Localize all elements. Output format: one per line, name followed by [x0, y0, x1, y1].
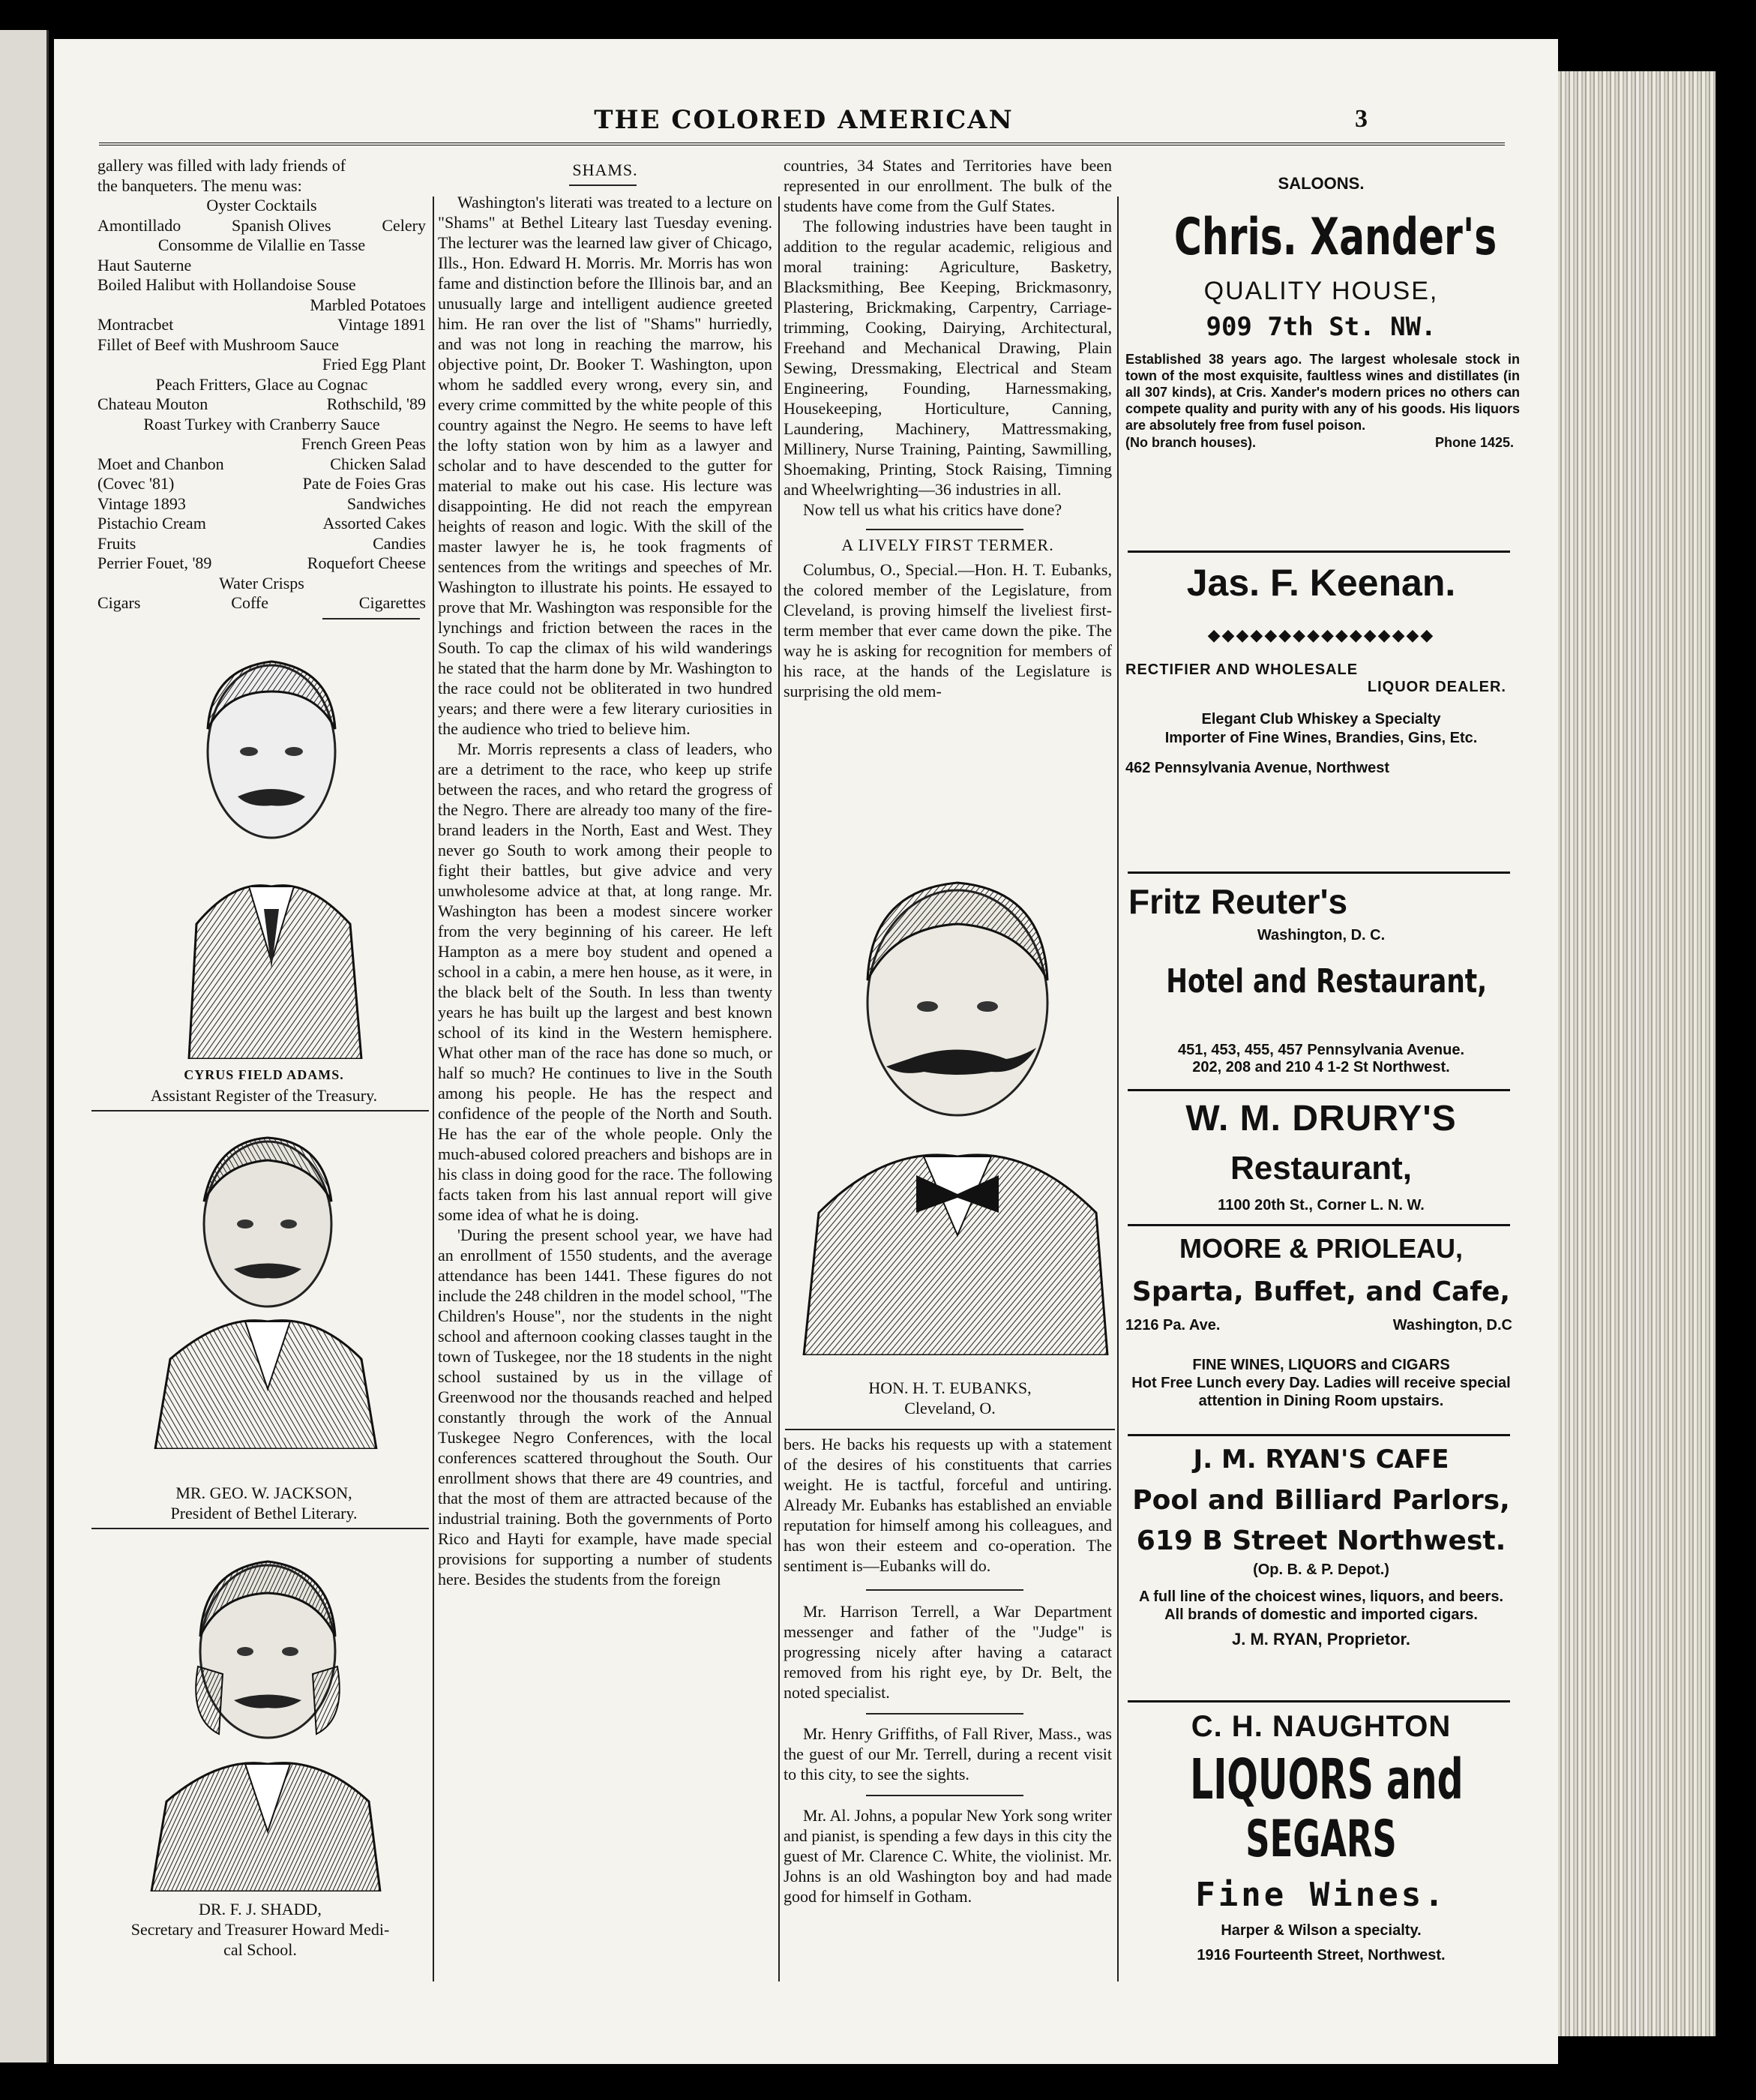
section-rule [866, 1795, 1023, 1796]
menu-item [97, 494, 426, 514]
portrait-name: MR. GEO. W. JACKSON, [175, 1484, 352, 1502]
portrait-caption [106, 1065, 421, 1106]
menu-item [97, 593, 426, 614]
ad-title: C. H. NAUGHTON [1191, 1710, 1452, 1743]
menu-item-text: Fruits [97, 533, 136, 553]
portrait-f-j-shadd [136, 1539, 391, 1892]
article-paragraph: Columbus, O., Special.—Hon. H. T. Eubanks, the colored member of the Legislature, from Cleveland, is proving himself the liveliest first-term member that ever came down the pike. The way he is asking for recognition for members of his race, at the hands of the Legislature is surprising the old mem- [784, 560, 1112, 700]
menu-item-text: Candies [373, 533, 426, 553]
news-item-johns: Mr. Al. Johns, a popular New York song writer and pianist, is spending a few days in this city the guest of Mr. Clarence C. White, the violinist. Mr. Johns is an old Washington boy and had made good for himself in Gotham. [784, 1806, 1112, 1906]
ad-address: 1216 Pa. Ave. [1125, 1317, 1221, 1334]
ad-line: QUALITY HOUSE, [1203, 277, 1439, 305]
article-paragraph: The following industries have been taught in addition to the regular academic, religious and moral training: Agriculture, Basketry, Blacksmithing, Bee Keeping, Brickmasonry, Plastering, Brickmaking, Carpentry, Carriage-trimming, Cooking, Dairying, Architectural, Freehand and Mechanical Drawing, Plain Sewing, Dressmaking, Electrical and Steam Engineering, Founding, Harnessmaking, Housekeeping, Horticulture, Canning, Laundering, Machinery, Mattressmaking, Millinery, Nurse Training, Painting, Sawmilling, Shoemaking, Printing, Stock Raising, Timning and Wheelwrighting—36 industries in all. [784, 217, 1112, 499]
article-paragraph: Mr. Morris represents a class of leaders, who are a detriment to the race, who keep up strife between the races, and who retard the grogress of the Negro. There are already too many of the fire-brand leaders in the North, East and West. They never go South to work among their people to fight their battles, but give advice and very unwholesome advice at that, at long range. Mr. Washington has been a modest sincere worker from the very beginning of his career. He left Hampton as a mere boy student and opened a school in a cabin, a mere hen house, as it were, in the black belt of the South. In less than twenty years he has built up the largest and best known school of its kind in the Western hemisphere. What other man of the race has done so much, or half so much? He continues to live in the South among his people. He has the respect and confidence of the people of the North and South. He has the ear of the whole people. Only the much-abused colored preachers and bishops are in his class in doing good for the race. The following facts taken from his last annual report will give some idea of what he is doing. [438, 740, 772, 1224]
menu-item [97, 335, 426, 356]
menu-item-text: Fried Egg Plant [322, 355, 426, 374]
ad-title: Jas. F. Keenan. [1186, 562, 1456, 604]
masthead-title: THE COLORED AMERICAN [594, 105, 1014, 135]
previous-page-edge [0, 30, 49, 2062]
ad-body: Established 38 years ago. The largest wholesale stock in town of the most exquisite, faultless wines and distillates (in all 307 kinds), at Cris. Xander's modern prices no others can compete quality and purity with any of his goods. His liquors are absolutely free from fusel poison. [1125, 352, 1520, 433]
ads-section-heading: SALOONS. [1278, 174, 1365, 193]
ad-line: Sparta, Buffet, and Cafe, [1131, 1276, 1511, 1307]
ad-line: LIQUOR DEALER. [1367, 679, 1506, 695]
menu-item-text: Oyster Cocktails [206, 196, 317, 214]
ad-phone: Phone 1425. [1434, 435, 1514, 450]
section-rule [866, 529, 1023, 530]
menu-item [97, 434, 426, 454]
menu-end-rule [322, 618, 420, 620]
menu-item-text: Roquefort Cheese [307, 554, 426, 572]
menu-item [97, 216, 426, 236]
ad-city: Washington, D.C [1392, 1317, 1512, 1334]
ad-line: Elegant Club Whiskey a Specialty [1201, 711, 1441, 728]
menu-item [97, 256, 426, 276]
menu-item-text: Celery [382, 215, 426, 235]
ad-title: W. M. DRURY'S [1185, 1099, 1457, 1138]
ad-address: 462 Pennsylvania Avenue, Northwest [1125, 760, 1389, 776]
ad-line: Importer of Fine Wines, Brandies, Gins, Etc. [1164, 730, 1478, 746]
menu-item [97, 394, 426, 415]
ad-rule [1128, 1700, 1510, 1702]
menu-item-text: Chicken Salad [330, 454, 426, 473]
ad-line: Harper & Wilson a specialty. [1221, 1922, 1422, 1939]
menu-item-text: Coffe [231, 593, 268, 612]
portrait-geo-w-jackson [133, 1119, 395, 1449]
masthead [54, 105, 1558, 152]
menu-item-text: Montracbet [97, 315, 174, 334]
article-paragraph: 'During the present school year, we have had an enrollment of 1550 students, and the average attendance has been 1441. These figures do not include the 248 children in the model school, "The Children's House", nor the students in the night school and afternoon cooking classes taught in the town of Tuskegee, nor the 18 students in the night school sustained by us in the village of Greenwood nor the thousands reached and helped constantly through the work of the Annual Tuskegee Negro Conferences, with the local conferences scattered throughout the South. Our enrollment shows that there are 49 countries, and that the most of them are attracted because of the industrial training. Both the governments of Porto Rico and Hayti for example, have made special provisions for supporting a number of students here. Besides the students from the foreign [438, 1226, 772, 1588]
ad-footer [1125, 435, 1514, 451]
ad-rule [1128, 1089, 1510, 1091]
article-paragraph: Now tell us what his critics have done? [803, 500, 1062, 519]
menu-item [97, 574, 426, 594]
ad-line: Restaurant, [1230, 1150, 1413, 1186]
menu-item-text: Pate de Foies Gras [302, 474, 426, 493]
ad-rule [1128, 872, 1510, 874]
heading-rule [569, 184, 637, 186]
menu-item-text: Pistachio Cream [97, 514, 206, 532]
portrait-title: Assistant Register of the Treasury. [150, 1086, 378, 1105]
article-paragraph: bers. He backs his requests up with a statement of the desires of his constituents that carries weight. He is tactful, forceful and untiring. Already Mr. Eubanks has established an enviable reputation for himself among his colleagues, and has won their esteem and co-operation. The sentiment is—Eubanks will do. [784, 1435, 1112, 1575]
eubanks-continued [784, 1434, 1112, 1906]
article-paragraph: Washington's literati was treated to a lecture on "Shams" at Bethel Liteary last Tuesday evening. The lecturer was the learned law giver of Chicago, Ills., Hon. Edward H. Morris. Mr. Morris has won fame and distinction before the Illinois bar, and an unusually large and intelligent audience greeted him. He ran over the list of "Shams" hurriedly, and was not long in reaching the marrow, his objective point, Dr. Booker T. Washington, upon whom he saddled every wrong, every sin, and every crime committed by the white people of this country against the Negro. He seems to have left the lofty station won by him as a lawyer and scholar and to have descended to the gutter for material to make out his case. His lecture was disappointing. He did not reach the empyrean heights of reason and logic. With the skill of the master lawyer he is, he took fragments of sentences from the writings and speeches of Mr. Washington to illustrate his points. He essayed to prove that Mr. Washington was responsible for the lynchings and friction between the races in the South. To cap the climax of his wild wanderings he stated that the harm done by Mr. Washington to the race could not be obliterated in two hundred years; and there were a few literary curiosities in the audience who tried to believe him. [438, 193, 772, 738]
menu-item-text: Perrier Fouet, '89 [97, 554, 212, 572]
ad-ornament: ◆◆◆◆◆◆◆◆◆◆◆◆◆◆◆◆ [1207, 626, 1435, 644]
menu-item [97, 196, 426, 216]
ad-line: FINE WINES, LIQUORS and CIGARS [1192, 1357, 1450, 1373]
section-rule [91, 1110, 429, 1112]
article-heading: SHAMS. [572, 160, 638, 179]
menu-item-text: Peach Fritters, Glace au Cognac [155, 374, 368, 394]
menu-item-text: Chateau Mouton [97, 394, 208, 413]
menu-intro-line: the banqueters. The menu was: [97, 176, 302, 195]
portrait-title-cont: cal School. [223, 1940, 297, 1959]
menu-item-text: Marbled Potatoes [310, 295, 426, 314]
portrait-caption [106, 1483, 421, 1523]
ad-moore-prioleau [1122, 1232, 1520, 1410]
masthead-rule [99, 142, 1505, 146]
menu-item-text: Fillet of Beef with Mushroom Sauce [97, 334, 340, 354]
ad-address-row [1125, 1317, 1512, 1334]
menu-item [97, 315, 426, 335]
ad-line: LIQUORS and [1190, 1748, 1464, 1812]
menu-item-text: Assorted Cakes [322, 514, 426, 532]
menu-item [97, 375, 426, 395]
shams-article [438, 155, 772, 1589]
menu-item-text: Vintage 1891 [337, 315, 426, 334]
menu-item [97, 355, 426, 375]
menu-item-text: Water Crisps [219, 573, 304, 592]
banquet-menu [97, 196, 426, 614]
article-paragraph: countries, 34 States and Territories have been represented in our enrollment. The bulk of the students have come from the Gulf States. [784, 156, 1112, 215]
section-rule [91, 1528, 429, 1529]
menu-item-text: Boiled Halibut with Hollandoise Souse [97, 275, 356, 294]
news-item-griffiths: Mr. Henry Griffiths, of Fall River, Mass., was the guest of our Mr. Terrell, during a recent visit to this city, to see the sights. [784, 1724, 1112, 1784]
article-heading: A LIVELY FIRST TERMER. [841, 536, 1054, 554]
ad-note: (No branch houses). [1125, 435, 1257, 450]
menu-item-text: Sandwiches [346, 494, 426, 513]
menu-item-text: Cigars [97, 593, 141, 612]
portrait-name: CYRUS FIELD ADAMS. [184, 1067, 344, 1082]
ad-line: Hotel and Restaurant, [1166, 962, 1488, 1000]
menu-item-text: Haut Sauterne [97, 255, 192, 274]
portrait-title: Secretary and Treasurer Howard Medi- [130, 1920, 390, 1939]
ad-proprietor: J. M. RYAN, Proprietor. [1232, 1630, 1410, 1648]
ad-title: Chris. Xander's [1173, 208, 1497, 267]
portrait-h-t-eubanks [796, 860, 1111, 1355]
portrait-name: HON. H. T. EUBANKS, [868, 1378, 1032, 1397]
page-number: 3 [1355, 105, 1368, 133]
ad-line: RECTIFIER AND WHOLESALE [1125, 662, 1359, 678]
menu-item-text: Vintage 1893 [97, 494, 186, 513]
ad-title: Fritz Reuter's [1128, 882, 1348, 921]
ad-line: (Op. B. & P. Depot.) [1253, 1562, 1389, 1578]
ad-rule [1128, 1434, 1510, 1436]
ad-body: A full line of the choicest wines, liquors, and beers. All brands of domestic and imported cigars. [1138, 1588, 1503, 1623]
menu-item-text: French Green Peas [301, 434, 426, 453]
ad-drury [1122, 1096, 1520, 1214]
menu-item-text: Spanish Olives [231, 215, 331, 235]
menu-item [97, 236, 426, 256]
column-rule [1117, 196, 1119, 1982]
menu-item [97, 415, 426, 435]
ad-fritz-reuter [1122, 879, 1520, 1076]
ad-line: Washington, D. C. [1257, 927, 1386, 944]
menu-item-text: Amontillado [97, 215, 181, 235]
ad-address: 451, 453, 455, 457 Pennsylvania Avenue. [1177, 1042, 1465, 1058]
portrait-place: Cleveland, O. [904, 1399, 996, 1418]
menu-item-text: Consomme de Vilallie en Tasse [157, 236, 366, 254]
menu-item [97, 296, 426, 316]
section-rule [866, 1713, 1023, 1714]
menu-item-text: Cigarettes [358, 593, 426, 612]
menu-item [97, 554, 426, 574]
news-item-terrell: Mr. Harrison Terrell, a War Department messenger and father of the "Judge" is progressing nicely after having a cataract removed from his right eye, by Dr. Belt, the noted specialist. [784, 1602, 1112, 1702]
tuskegee-continued [784, 155, 1112, 701]
section-rule [866, 1589, 1023, 1591]
ad-title: J. M. RYAN'S CAFE [1193, 1444, 1449, 1474]
menu-item [97, 474, 426, 494]
menu-item [97, 514, 426, 534]
ad-address: 1916 Fourteenth Street, Northwest. [1197, 1947, 1446, 1964]
menu-item-text: Moet and Chanbon [97, 454, 224, 473]
menu-item-text: (Covec '81) [97, 474, 175, 493]
newspaper-page [54, 39, 1558, 2064]
ad-chris-xander [1122, 208, 1520, 451]
section-rule [785, 1429, 1115, 1430]
portrait-cyrus-field-adams [144, 639, 391, 1059]
menu-intro-line: gallery was filled with lady friends of [97, 156, 346, 175]
ad-rule [1128, 550, 1510, 553]
book-page-edges [1558, 71, 1716, 2036]
portrait-title: President of Bethel Literary. [170, 1504, 358, 1522]
menu-item-text: Rothschild, '89 [326, 394, 426, 413]
menu-column [97, 155, 426, 620]
column-rule [433, 196, 434, 1982]
portrait-caption [793, 1378, 1107, 1418]
ad-line: SEGARS [1245, 1810, 1397, 1869]
ad-jas-keenan [1122, 556, 1520, 777]
menu-item [97, 454, 426, 475]
ad-title: MOORE & PRIOLEAU, [1179, 1233, 1464, 1264]
menu-item [97, 275, 426, 296]
portrait-caption [91, 1899, 429, 1960]
menu-item [97, 534, 426, 554]
ad-naughton [1122, 1708, 1520, 1964]
ad-address: 202, 208 and 210 4 1-2 St Northwest. [1192, 1059, 1450, 1076]
ad-line: Fine Wines. [1195, 1876, 1447, 1914]
ad-address: 619 B Street Northwest. [1136, 1526, 1506, 1556]
ad-line: Hot Free Lunch every Day. Ladies will receive special attention in Dining Room upstairs. [1131, 1375, 1511, 1409]
ad-address: 1100 20th St., Corner L. N. W. [1218, 1197, 1425, 1214]
portrait-name: DR. F. J. SHADD, [199, 1900, 322, 1918]
column-rule [778, 196, 780, 1982]
ad-address: 909 7th St. NW. [1206, 312, 1437, 342]
ad-rule [1128, 1224, 1510, 1226]
ad-ryan-cafe [1122, 1442, 1520, 1649]
ad-line: Pool and Billiard Parlors, [1132, 1485, 1510, 1516]
menu-item-text: Roast Turkey with Cranberry Sauce [143, 414, 380, 434]
